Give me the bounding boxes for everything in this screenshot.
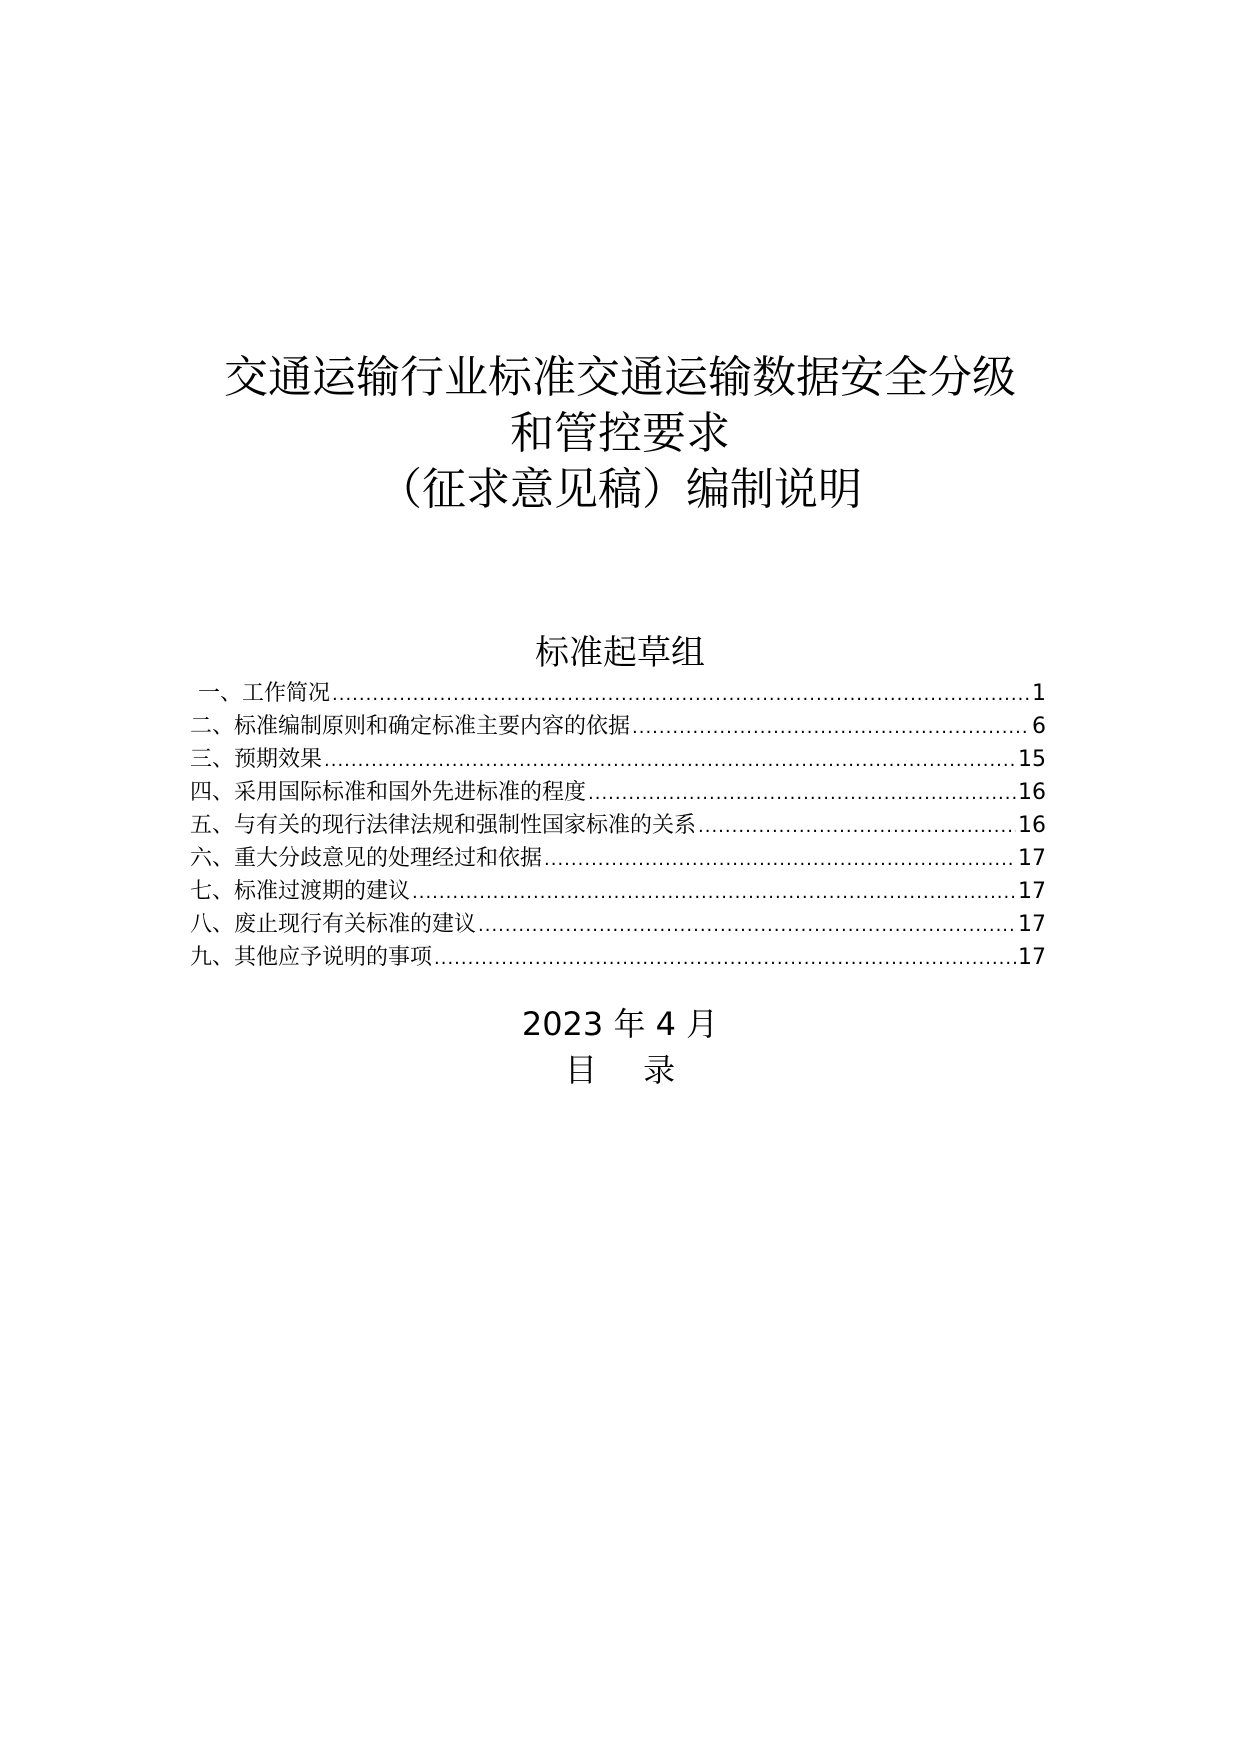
toc-entry[interactable] <box>190 809 1046 842</box>
drafting-group: 标准起草组 <box>535 633 705 673</box>
toc-entry-page: 6 <box>1032 714 1046 739</box>
toc-leader-dots <box>324 744 1016 777</box>
toc-leader-dots <box>632 711 1030 744</box>
toc-entry[interactable] <box>190 743 1046 776</box>
table-of-contents <box>190 677 1046 974</box>
toc-entry-page: 17 <box>1018 879 1046 904</box>
toc-entry-page: 15 <box>1018 747 1046 772</box>
toc-entry-label: 四、采用国际标准和国外先进标准的程度 <box>190 780 587 805</box>
toc-leader-dots <box>412 876 1016 909</box>
toc-entry-label: 三、预期效果 <box>190 747 323 772</box>
title-line-1: 交通运输行业标准交通运输数据安全分级 <box>224 352 1016 403</box>
title-line-3: （征求意见稿）编制说明 <box>378 464 862 515</box>
document-date: 2023 年 4 月 <box>521 1005 719 1043</box>
toc-entry-page: 17 <box>1018 846 1046 871</box>
toc-entry-label: 五、与有关的现行法律法规和强制性国家标准的关系 <box>190 813 697 838</box>
contents-heading: 目 录 <box>564 1051 694 1089</box>
toc-entry-label: 六、重大分歧意见的处理经过和依据 <box>190 846 543 871</box>
toc-leader-dots <box>588 777 1016 810</box>
toc-entry[interactable] <box>190 908 1046 941</box>
toc-leader-dots <box>332 678 1030 711</box>
toc-entry[interactable] <box>190 875 1046 908</box>
toc-entry[interactable] <box>190 710 1046 743</box>
toc-entry-page: 16 <box>1018 813 1046 838</box>
toc-leader-dots <box>434 942 1016 975</box>
toc-entry[interactable] <box>190 776 1046 809</box>
toc-leader-dots <box>544 843 1016 876</box>
toc-entry-label: 七、标准过渡期的建议 <box>190 879 411 904</box>
toc-entry-label: 二、标准编制原则和确定标准主要内容的依据 <box>190 714 631 739</box>
toc-leader-dots <box>698 810 1016 843</box>
toc-entry[interactable] <box>190 941 1046 974</box>
toc-entry-page: 1 <box>1032 681 1046 706</box>
toc-leader-dots <box>478 909 1016 942</box>
toc-entry-label: 一、工作简况 <box>198 681 331 706</box>
toc-entry[interactable] <box>190 842 1046 875</box>
toc-entry-page: 17 <box>1018 912 1046 937</box>
toc-entry-label: 八、废止现行有关标准的建议 <box>190 912 477 937</box>
toc-entry-page: 16 <box>1018 780 1046 805</box>
toc-entry-page: 17 <box>1018 945 1046 970</box>
document-title <box>120 350 1120 518</box>
toc-entry[interactable] <box>190 677 1046 710</box>
toc-entry-label: 九、其他应予说明的事项 <box>190 945 433 970</box>
title-line-2: 和管控要求 <box>510 408 730 459</box>
